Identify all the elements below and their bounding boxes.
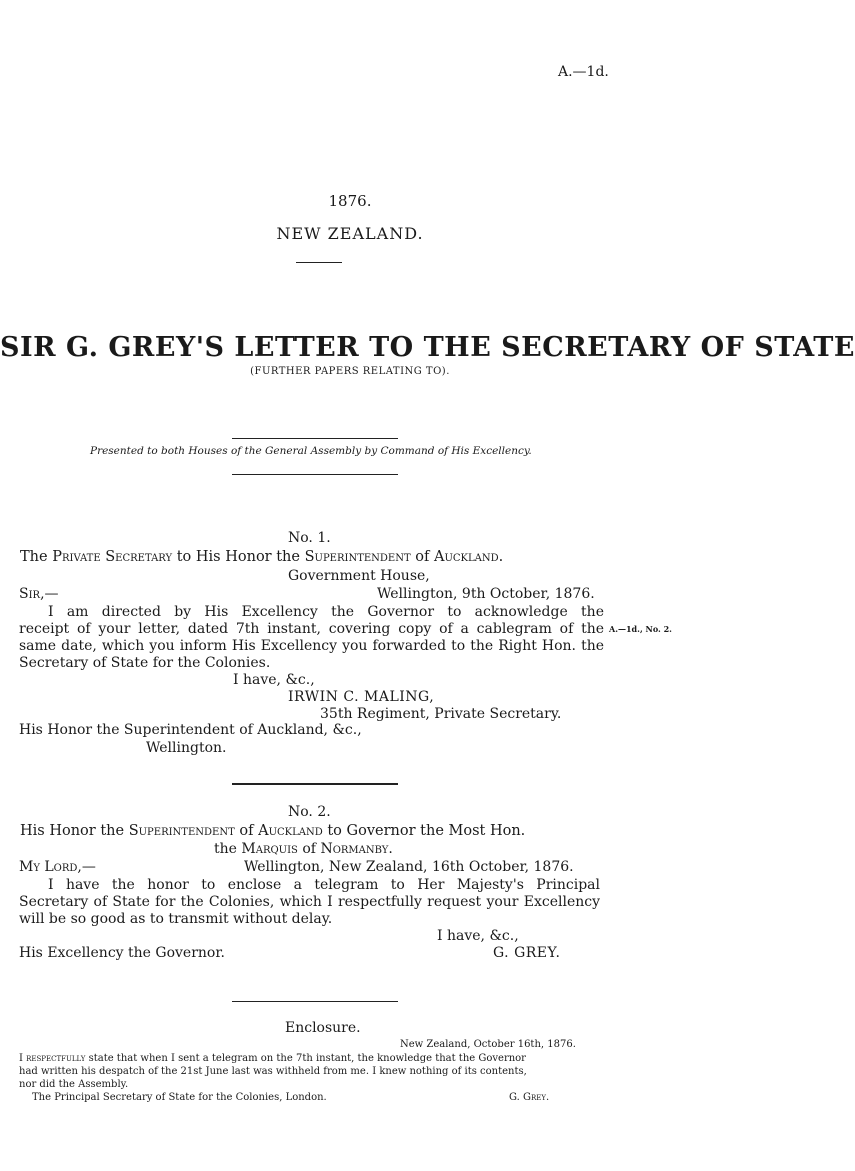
letter1-heading: The Private Secretary to His Honor the Superintendent of Auckland. xyxy=(20,549,504,565)
title-divider xyxy=(296,262,342,263)
letter2-addressee: His Excellency the Governor. xyxy=(19,945,225,961)
enclosure-place-date: New Zealand, October 16th, 1876. xyxy=(400,1039,576,1050)
letter2-salutation: My Lord,— xyxy=(19,859,96,875)
letter1-addressee: His Honor the Superintendent of Auckland, &c., xyxy=(19,722,362,738)
letter2-body-line: will be so good as to transmit without delay. xyxy=(19,911,333,927)
document-title: SIR G. GREY'S LETTER TO THE SECRETARY OF STATE xyxy=(0,332,855,363)
letter2-body-line: Secretary of State for the Colonies, which I respectfully request your Excellency xyxy=(19,894,600,910)
section-divider xyxy=(232,1001,398,1002)
letter1-addressee-city: Wellington. xyxy=(146,740,227,756)
enclosure-heading: Enclosure. xyxy=(285,1020,361,1036)
margin-note: A.—1d., No. 2. xyxy=(609,624,672,634)
letter1-place-date: Wellington, 9th October, 1876. xyxy=(377,586,595,602)
letter2-signature: G. GREY. xyxy=(493,945,561,961)
enclosure-body-line: had written his despatch of the 21st June last was withheld from me. I knew nothing of its contents, xyxy=(19,1066,527,1077)
letter1-signature-title: 35th Regiment, Private Secretary. xyxy=(320,706,562,722)
year: 1876. xyxy=(328,192,372,210)
letter2-heading: His Honor the Superintendent of Auckland to Governor the Most Hon. xyxy=(20,823,526,839)
presented-rule-bottom xyxy=(232,474,398,475)
document-subtitle: (FURTHER PAPERS RELATING TO). xyxy=(250,366,450,377)
enclosure-body-line: I respectfully state that when I sent a telegram on the 7th instant, the knowledge that the Governor xyxy=(19,1053,526,1064)
letter1-closing: I have, &c., xyxy=(233,672,315,688)
letter2-closing: I have, &c., xyxy=(437,928,519,944)
enclosure-signature: G. Grey. xyxy=(509,1092,550,1103)
letter2-place-date: Wellington, New Zealand, 16th October, 1876. xyxy=(244,859,574,875)
enclosure-body-line: nor did the Assembly. xyxy=(19,1079,129,1090)
letter1-body-line: receipt of your letter, dated 7th instant, covering copy of a cablegram of the xyxy=(19,621,604,637)
letter1-signature: IRWIN C. MALING, xyxy=(288,689,435,705)
presented-note: Presented to both Houses of the General Assembly by Command of His Excellency. xyxy=(90,445,532,457)
country: NEW ZEALAND. xyxy=(276,224,424,243)
enclosure-recipient: The Principal Secretary of State for the Colonies, London. xyxy=(32,1092,327,1103)
letter2-number: No. 2. xyxy=(288,804,331,820)
letter1-address: Government House, xyxy=(288,568,430,584)
letter1-body-line: I am directed by His Excellency the Governor to acknowledge the xyxy=(48,604,604,620)
section-divider xyxy=(232,783,398,785)
letter2-heading-cont: the Marquis of Normanby. xyxy=(214,841,393,857)
letter2-body-line: I have the honor to enclose a telegram to Her Majesty's Principal xyxy=(48,877,600,893)
letter1-body-line: same date, which you inform His Excellency you forwarded to the Right Hon. the xyxy=(19,638,604,654)
letter1-salutation: Sir,— xyxy=(19,586,59,602)
document-reference: A.—1d. xyxy=(558,64,609,80)
letter1-body-line: Secretary of State for the Colonies. xyxy=(19,655,271,671)
presented-rule-top xyxy=(232,438,398,439)
letter1-number: No. 1. xyxy=(288,530,331,546)
